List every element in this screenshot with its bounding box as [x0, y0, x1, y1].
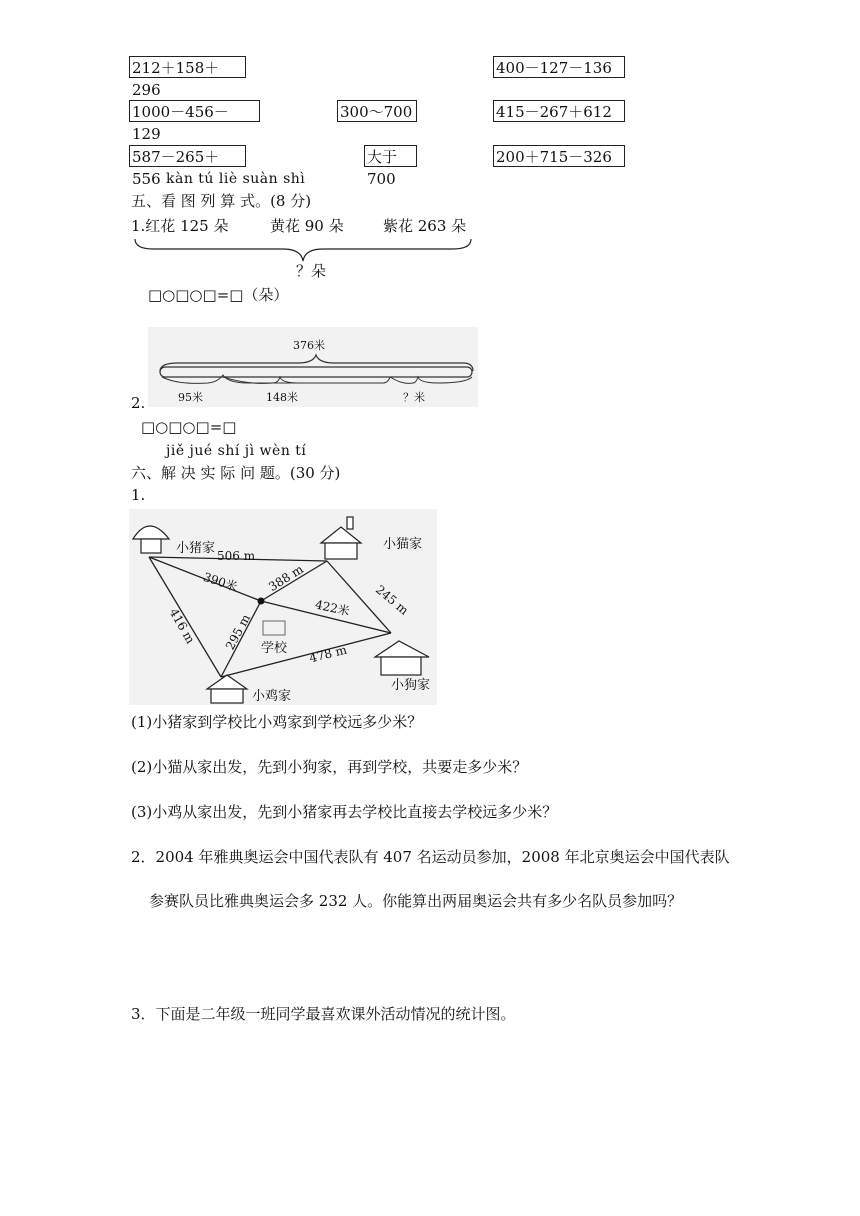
- q1-label: 1.: [131, 486, 146, 504]
- question-1-3: (3)小鸡从家出发，先到小猪家再去学校比直接去学校远多少米？: [131, 803, 558, 821]
- distance-label: 295 m: [222, 611, 254, 653]
- segment-diagram: [148, 327, 478, 407]
- question-1-2: (2)小猫从家出发，先到小狗家，再到学校，共要走多少米？: [131, 758, 528, 776]
- segment-label: 148米: [266, 391, 298, 404]
- place-cat-home: 小猫家: [383, 537, 423, 552]
- distance-label: 422米: [313, 597, 351, 619]
- expression-box: 200＋715－326: [493, 145, 625, 167]
- distance-label: 478 m: [307, 642, 349, 666]
- expression-box: 415－267＋612: [493, 100, 625, 122]
- question-3: 3．下面是二年级一班同学最喜欢课外活动情况的统计图。: [131, 1005, 516, 1023]
- place-school: 学校: [261, 641, 288, 656]
- equation-template: □○□○□=□: [141, 418, 237, 436]
- segment-label: ？米: [403, 391, 425, 404]
- range-box: 大于 700: [364, 145, 417, 167]
- distance-label: 390米: [201, 569, 240, 595]
- total-distance-label: 376米: [293, 339, 325, 352]
- place-chick-home: 小鸡家: [252, 689, 292, 704]
- chick-house-icon: [207, 675, 247, 703]
- question-2-line1: 2．2004 年雅典奥运会中国代表队有 407 名运动员参加，2008 年北京奥运会中国代表队: [131, 848, 730, 866]
- cat-house-icon: [321, 517, 361, 559]
- mushroom-house-icon: [133, 526, 169, 553]
- flower-purple: 紫花 263 朵: [383, 217, 467, 235]
- distance-label: 245 m: [372, 582, 412, 618]
- expression-box: 400－127－136: [493, 56, 625, 78]
- distance-label: 506 m: [217, 549, 256, 563]
- expression-box: 212＋158＋296: [129, 56, 246, 78]
- flower-red: 1.红花 125 朵: [131, 217, 229, 235]
- map-figure: [129, 509, 437, 705]
- question-1-1: (1)小猪家到学校比小鸡家到学校远多少米？: [131, 713, 423, 731]
- question-2-line2: 参赛队员比雅典奥运会多 232 人。你能算出两届奥运会共有多少名队员参加吗？: [149, 892, 683, 910]
- flower-yellow: 黄花 90 朵: [270, 217, 344, 235]
- school-icon: [263, 621, 285, 635]
- section5-pinyin: kàn tú liè suàn shì: [166, 171, 306, 187]
- place-pig-home: 小猪家: [176, 541, 216, 556]
- expression-box: 1000－456－129: [129, 100, 260, 122]
- distance-label: 416 m: [166, 605, 198, 647]
- expression-box: 587－265＋556: [129, 145, 246, 167]
- section6-pinyin: jiě jué shí jì wèn tí: [166, 443, 307, 459]
- range-box: 300～700: [337, 100, 417, 122]
- section5-title: 五、看 图 列 算 式。(8 分): [131, 192, 312, 210]
- segment-label: 95米: [178, 391, 203, 404]
- q2-label: 2.: [131, 394, 146, 412]
- distance-label: 388 m: [266, 561, 306, 595]
- total-flowers: ？朵: [296, 262, 327, 280]
- dog-house-icon: [375, 641, 429, 675]
- equation-template: □○□○□=□（朵）: [148, 286, 289, 304]
- place-dog-home: 小狗家: [391, 678, 431, 693]
- section6-title: 六、解 决 实 际 问 题。(30 分): [131, 464, 341, 482]
